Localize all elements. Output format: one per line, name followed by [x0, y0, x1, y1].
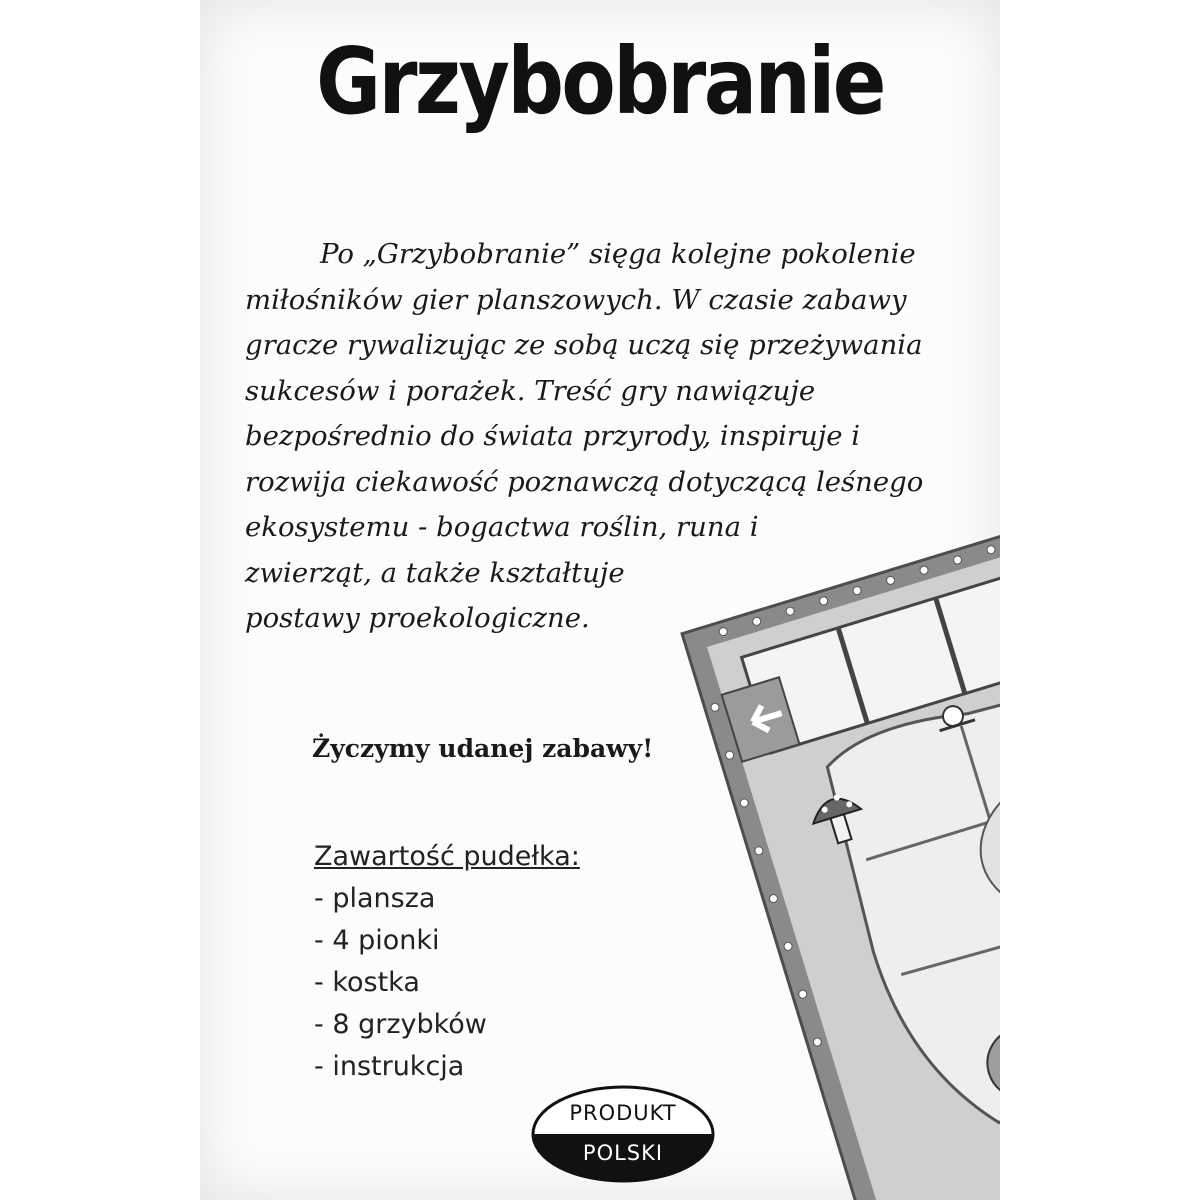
badge-bottom-text: POLSKI — [582, 1141, 664, 1165]
badge-top-text: PRODUKT — [569, 1101, 677, 1125]
description-line: rozwija ciekawość poznawczą dotyczącą leśnego — [245, 465, 924, 498]
page-title: Grzybobranie — [316, 28, 884, 135]
description-line: zwierząt, a także kształtuje — [245, 556, 625, 589]
contents-item: - 4 pionki — [314, 925, 440, 956]
box-contents — [314, 836, 580, 1088]
contents-item: - instrukcja — [314, 1051, 465, 1082]
description-line: gracze rywalizując ze sobą uczą się przeżywania — [245, 329, 923, 361]
description-line: bezpośrednio do świata przyrody, inspiruje i — [245, 420, 861, 452]
contents-item: - 8 grzybków — [314, 1009, 487, 1040]
contents-item: - plansza — [314, 883, 436, 914]
contents-item: - kostka — [314, 967, 420, 998]
instruction-sheet — [200, 0, 1000, 1200]
contents-heading: Zawartość pudełka: — [314, 841, 580, 872]
description-line: sukcesów i porażek. Treść gry nawiązuje — [245, 374, 816, 407]
description-line: Po „Grzybobranie” sięga kolejne pokolenie — [320, 238, 916, 270]
polish-product-badge — [530, 1084, 716, 1184]
description-line: miłośników gier planszowych. W czasie zabawy — [245, 283, 907, 316]
description-line: postawy proekologiczne. — [245, 602, 590, 634]
wish-text: Życzymy udanej zabawy! — [312, 734, 654, 763]
description-line: ekosystemu - bogactwa roślin, runa i — [245, 511, 759, 543]
